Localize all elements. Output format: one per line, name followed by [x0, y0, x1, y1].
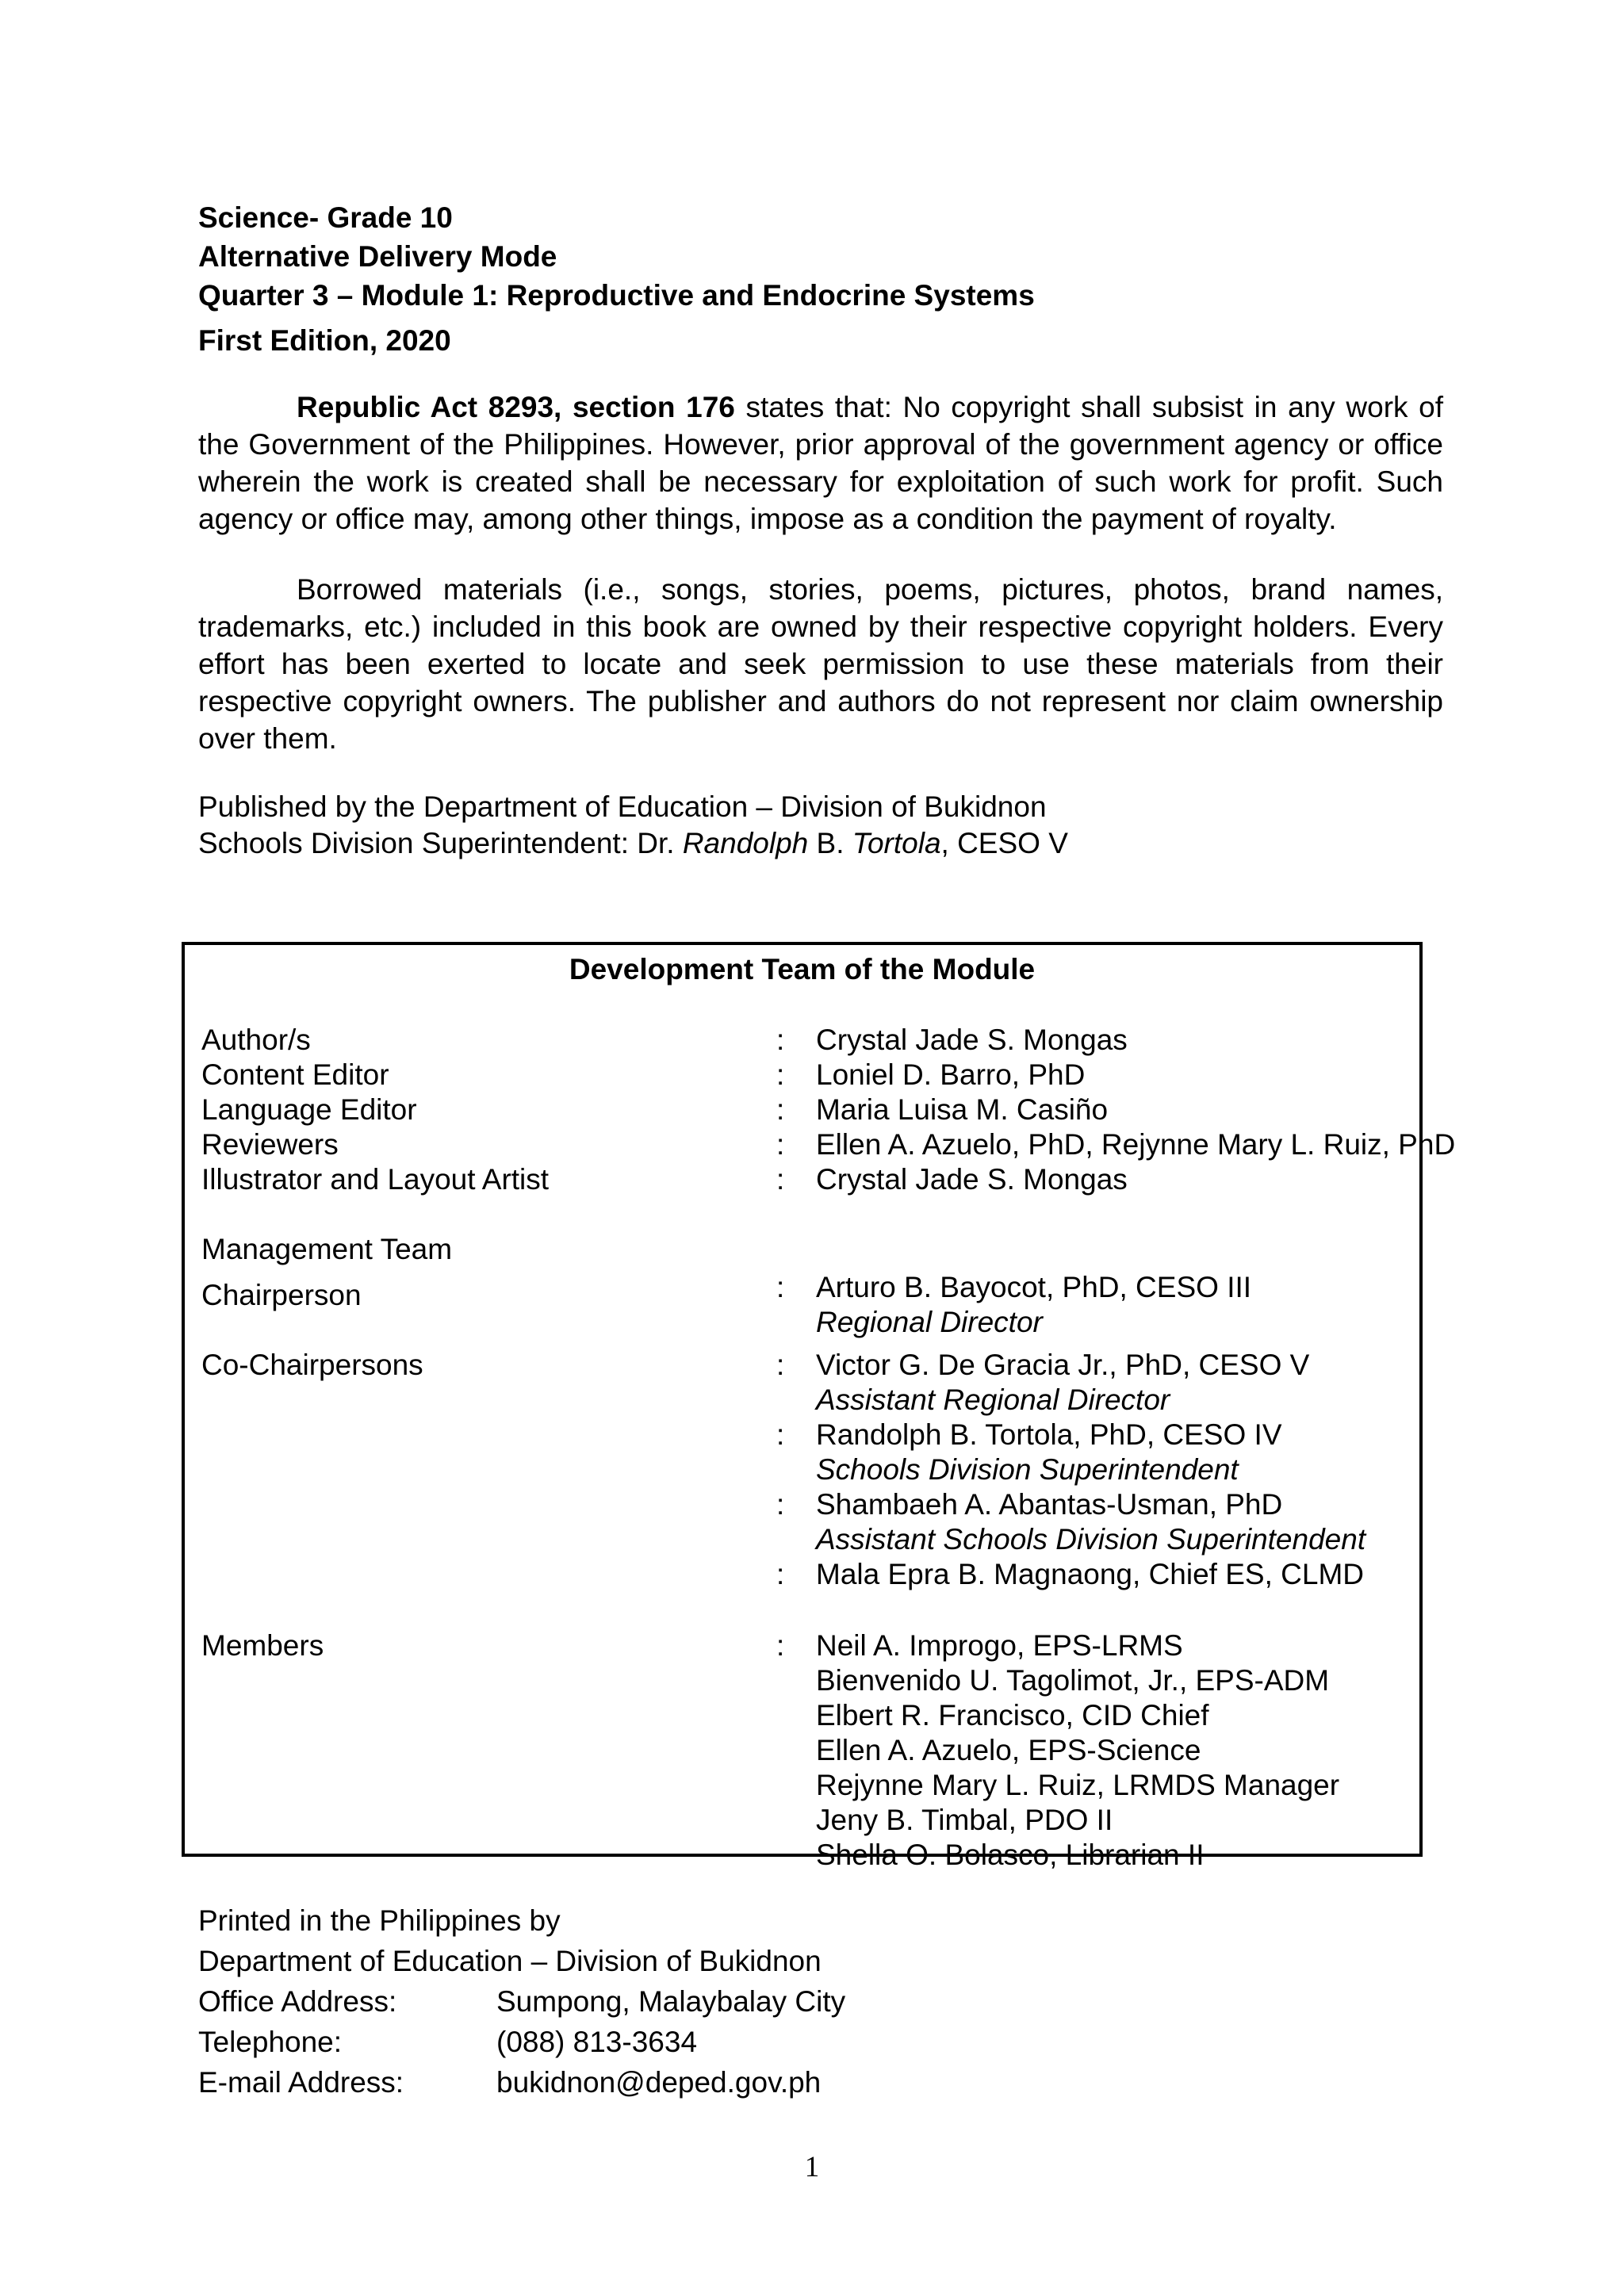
office-address-row: Office Address: Sumpong, Malaybalay City [198, 1985, 846, 2018]
member-item: Jeny B. Timbal, PDO II [816, 1804, 1113, 1836]
member-item: Shella O. Bolasco, Librarian II [816, 1839, 1205, 1871]
superintendent-line: Schools Division Superintendent: Dr. Randolph B. Tortola, CESO V [198, 827, 1068, 859]
document-page [198, 198, 1443, 862]
header-edition: First Edition, 2020 [198, 324, 451, 357]
header-delivery-mode: Alternative Delivery Mode [198, 240, 557, 273]
printer-name: Department of Education – Division of Bukidnon [198, 1945, 822, 1977]
development-team-box: Development Team of the Module Author/s : Crystal Jade S. Mongas Content Editor : Loniel D. Barro, PhD Language Editor : Maria Luisa M. Casiño Reviewers : Ellen A. Azuelo, PhD, Rejynne Mary L. Ruiz, PhD Illustrator and Layout Artist : Crystal Jade S. Mongas Management Team Chairperson : Arturo B. Bayocot, PhD, CESO III Regional Director Co-Chairpersons : Victor G. De Gracia Jr., PhD, CESO V Assistant Regional Director : Randolph B. Tortola, PhD, CESO IV Schools Division Superintendent : Shambaeh A. Abantas-Usman, PhD Assistant Schools Division Superintendent : Mala Epra B. Magnaong, Chief ES, CLMD Members : Neil A. Improgo, EPS-LRMS Bienvenido U. Tagolimot, Jr., EPS-ADM Elbert R. Francisco, CID Chief Ellen A. Azuelo, EPS-Science Rejynne Mary L. Ruiz, LRMDS Manager Jeny B. Timbal, PDO II Shella O. Bolasco, Librarian II [182, 942, 1423, 1857]
printing-info [198, 1900, 846, 2103]
member-item: Bienvenido U. Tagolimot, Jr., EPS-ADM [816, 1664, 1330, 1697]
member-item: Elbert R. Francisco, CID Chief [816, 1699, 1209, 1732]
header-subject: Science- Grade 10 [198, 201, 453, 234]
borrowed-materials-paragraph: Borrowed materials (i.e., songs, stories, poems, pictures, photos, brand names, trademarks, etc.) included in this book are owned by their respective copyright holders. Every effort has been exerted to locate and seek permission to use these materials from their respective copyright owners. The publisher and authors do not represent nor claim ownership over them. [198, 573, 1443, 755]
telephone-row: Telephone: (088) 813-3634 [198, 2026, 698, 2058]
email-row: E-mail Address: bukidnon@deped.gov.ph [198, 2066, 822, 2099]
copyright-text: states that: No copyright shall subsist in any work of the Government of the Philippines. However, prior approval of the government agency or office wherein the work is created shall be necessary for exploitation of such work for profit. Such agency or office may, among other things, impose as a condition the payment of royalty. [198, 391, 1443, 535]
printed-in-line: Printed in the Philippines by [198, 1904, 561, 1937]
member-item: Rejynne Mary L. Ruiz, LRMDS Manager [816, 1769, 1340, 1801]
publisher-info [198, 789, 1443, 862]
member-item: Ellen A. Azuelo, EPS-Science [816, 1734, 1201, 1766]
header-module-title: Quarter 3 – Module 1: Reproductive and Endocrine Systems [198, 279, 1035, 312]
published-by: Published by the Department of Education – Division of Bukidnon [198, 790, 1047, 823]
page-number: 1 [804, 2151, 820, 2183]
republic-act-reference: Republic Act 8293, section 176 [297, 391, 735, 423]
member-item: Neil A. Improgo, EPS-LRMS [816, 1629, 1183, 1662]
team-heading: Development Team of the Module [569, 953, 1036, 985]
copyright-paragraph [198, 388, 1443, 538]
